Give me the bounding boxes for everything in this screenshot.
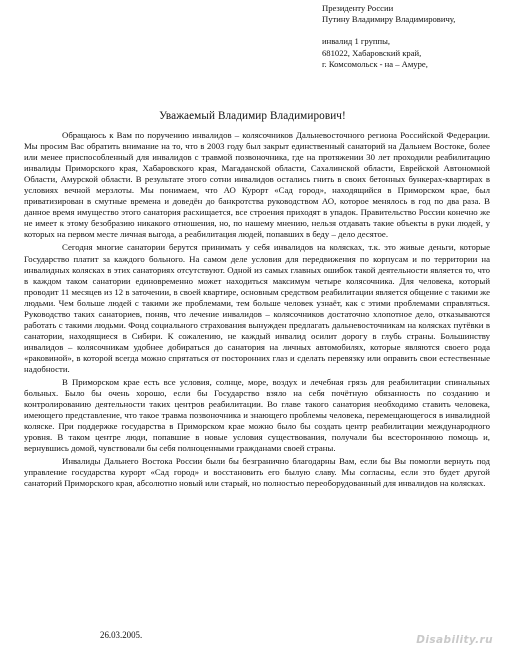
recipient-address-block xyxy=(322,3,502,70)
address-line: Президенту России xyxy=(322,3,394,13)
address-line: Путину Владимиру Владимировичу, xyxy=(322,14,456,25)
site-watermark: Disability.ru xyxy=(416,634,493,646)
letter-body xyxy=(24,130,490,490)
address-line: г. Комсомольск - на – Амуре, xyxy=(322,58,428,69)
body-paragraph: Инвалиды Дальнего Востока России были бы безгранично благодарны Вам, если бы Вы помогли вернуть под управление государства курорт «Сад город» и восстановить его былую славу. Мы согласны, если это будет другой санаторий Приморского края, абсолютно новый или старый, но полностью переоборудованный для инвалидов на колясках. xyxy=(24,456,490,489)
salutation: Уважаемый Владимир Владимирович! xyxy=(159,110,346,122)
address-gap xyxy=(322,25,502,36)
letter-date: 26.03.2005. xyxy=(100,630,143,640)
address-line: инвалид 1 группы, xyxy=(322,36,391,47)
body-paragraph: Обращаюсь к Вам по поручению инвалидов – колясочников Дальневосточного региона Российской Федерации. Мы просим Вас обратить внимание на то, что в 2003 году был закрыт единственный санаторий на Дальнем Востоке, более или менее приспособленный для инвалидов с травмой позвоночника, где на протяжении 30 лет проходили реабилитацию инвалиды Приморского края, Хабаровского края, Магаданской области, Сахалинской области, Еврейской Автономной Области, Амурской области. В результате этого сотни инвалидов остались гнить в своих бетонных бункерах-квартирах в условиях вечной мерзлоты. Мы понимаем, что АО Курорт «Сад город», находящийся в Приморском крае, был приватизирован в смутные времена и доведён до банкротства руководством АО, которое менялось в год по два раза. В данное время имущество этого санатория расхищается, все строения приходят в упадок. Правительство России конечно же не имеет к этому безобразию никакого отношения, но, по нашему мнению, нельзя отдавать такие объекты в руки людей, у которых на первом месте личная выгода, а реабилитация людей, попавших в беду – дело десятое. xyxy=(24,130,490,240)
address-line: 681022, Хабаровский край, xyxy=(322,47,422,58)
body-paragraph: В Приморском крае есть все условия, солнце, море, воздух и лечебная грязь для реабилитации спинальных больных. Было бы очень хорошо, если бы Государство взяло на себя почётную обязанность по созданию и контролированию деятельности таких центров реабилитации. Во главе такого санатория необходимо ставить человека, имеющего представление, что такое травма позвоночника и знающего проблемы человека, перемещающегося в инвалидной коляске. При поддержке государства в Приморском крае можно было бы создать центр реабилитации международного уровня. В таком центре люди, попавшие в новые условия существования, получали бы всестороннюю помощь и, вернувшись домой, чувствовали бы себя полноценными гражданами своей страны. xyxy=(24,377,490,454)
body-paragraph: Сегодня многие санатории берутся принимать у себя инвалидов на колясках, т.к. это живые деньги, которые Государство платит за каждого больного. На самом деле условия для передвижения по корпусам и по территории на инвалидных колясках в этих санаториях отсутствуют. Одной из самых главных ошибок такой деятельности является то, что в каждом таком санатории единовременно может находиться максимум четыре колясочника. Для человека, который проводит 11 месяцев из 12 в заточении, в своей квартире, основным средством реабилитации является общение с такими же людьми. Чем больше людей с такими же проблемами, тем больше человек узнаёт, как с этими проблемами справляться. Руководство таких санаториев, поняв, что лечение инвалидов – колясочников достаточно хлопотное дело, отказываются работать с такими людьми. Фонд социального страхования вынужден предлагать дальневосточникам на колясках путёвки в санатории, находящиеся в Сибири. К сожалению, не каждый инвалид осилит дорогу в глубь страны. Большинству инвалидов – колясочникам удобнее добираться до санатория на личных автомобилях, которые являются своего рода «раковиной», в которой всегда можно спрятаться от посторонних глаз и сделать перевязку или оправить свои естественные надобности. xyxy=(24,242,490,374)
